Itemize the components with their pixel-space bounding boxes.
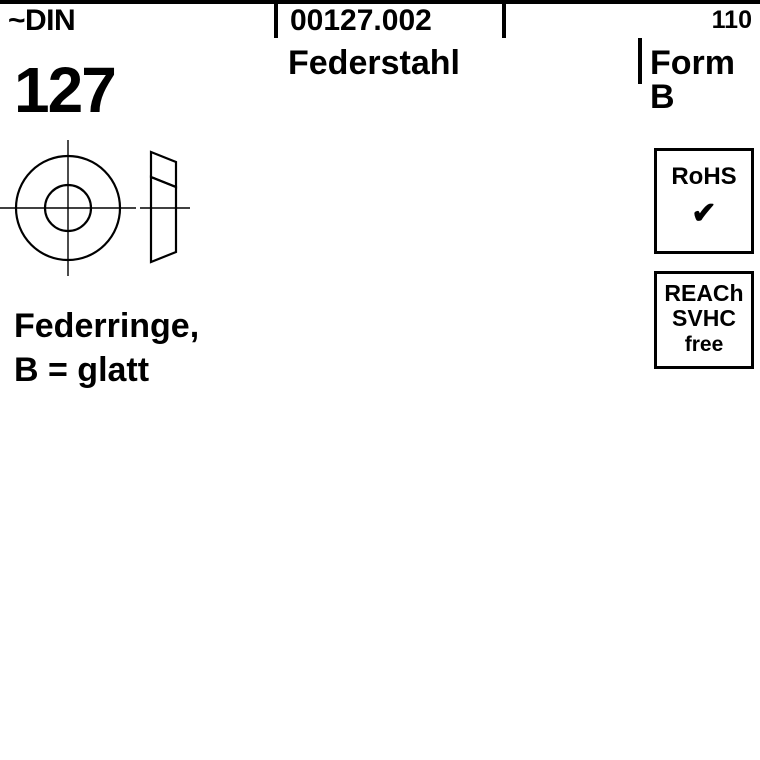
product-caption — [14, 305, 199, 392]
form-divider — [638, 38, 642, 84]
caption-line-2: B = glatt — [14, 350, 150, 389]
standard-prefix: ~DIN — [8, 4, 76, 37]
side-view-lower-body — [151, 177, 176, 262]
reach-badge — [654, 271, 754, 369]
rohs-badge — [654, 148, 754, 254]
material-label: Federstahl — [288, 44, 460, 82]
spring-washer-drawing — [0, 130, 220, 290]
page-number: 110 — [711, 6, 752, 34]
check-icon: ✔ — [691, 197, 717, 230]
reach-label: REACh — [664, 280, 744, 306]
spring-washer-svg — [0, 130, 220, 290]
rohs-label: RoHS — [671, 163, 737, 190]
article-number: 00127.002 — [290, 4, 432, 37]
caption-line-1: Federringe, — [14, 307, 200, 345]
form-label: Form B — [650, 44, 735, 116]
din-number: 127 — [14, 54, 115, 126]
reach-svhc-label: SVHC — [672, 305, 736, 332]
reach-free-label: free — [684, 332, 724, 356]
